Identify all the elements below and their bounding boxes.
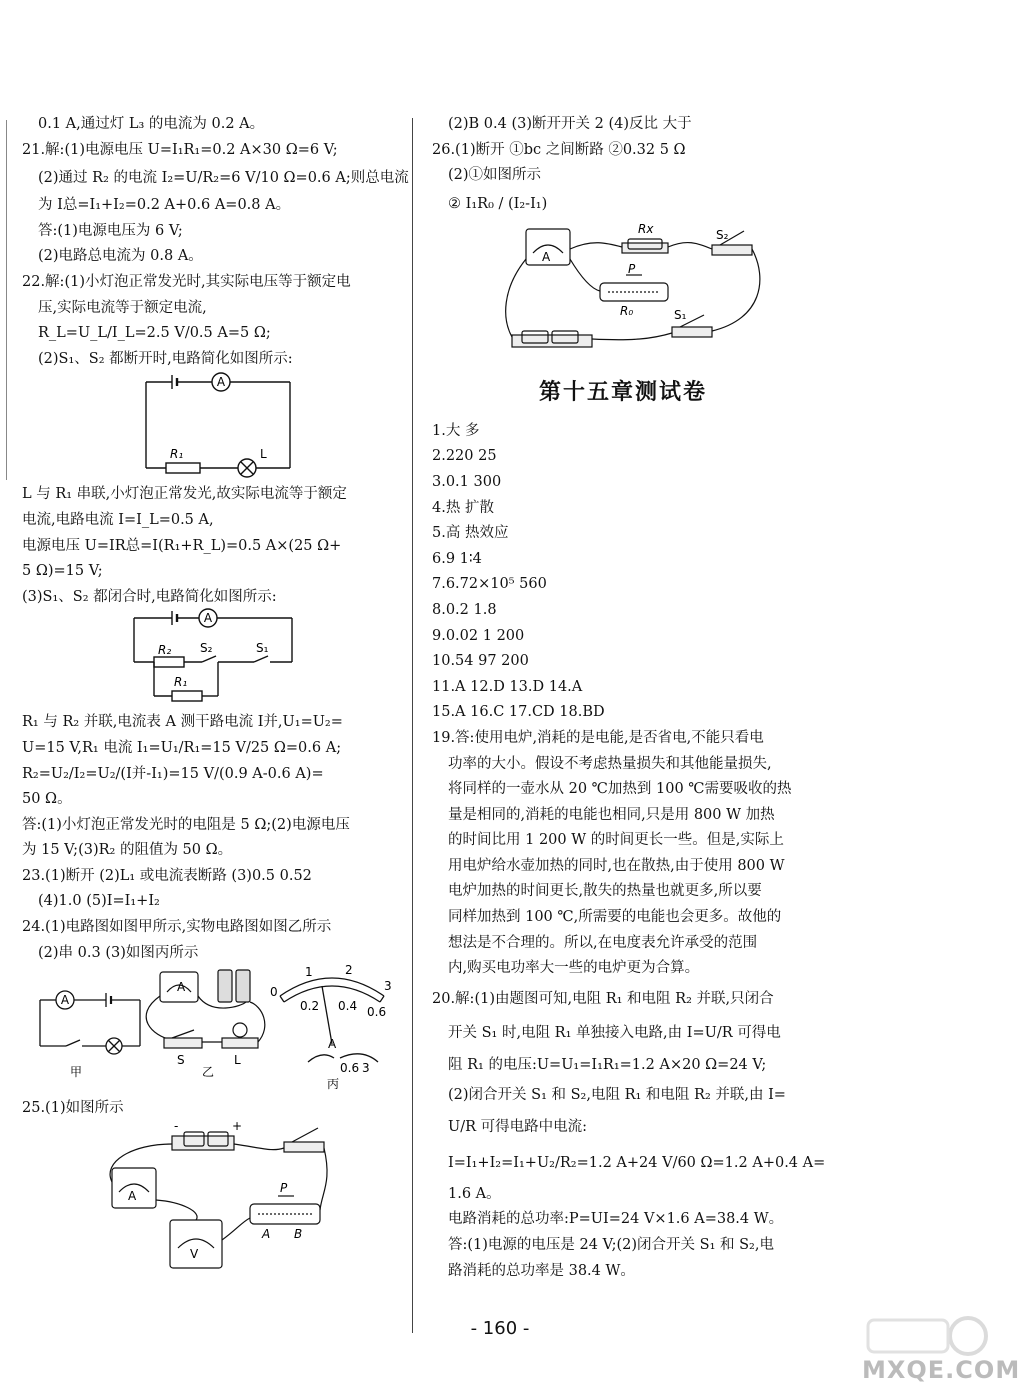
answer-line: 10.54 97 200 xyxy=(432,653,529,670)
figure-26-circuit xyxy=(432,219,814,369)
text-line: 答:(1)小灯泡正常发光时的电阻是 5 Ω;(2)电源电压 xyxy=(22,816,350,833)
answer-line: 7.6.72×10⁵ 560 xyxy=(432,576,547,593)
circuit-diagram-series xyxy=(22,372,400,482)
answer-line: 内,购买电功率大一些的电炉更为合算。 xyxy=(448,960,700,977)
slider-p-label: P xyxy=(280,1180,288,1195)
battery-minus-label: - xyxy=(174,1118,179,1133)
scale-label: 0.4 xyxy=(338,999,358,1014)
text-line: (4)1.0 (5)I=I₁+I₂ xyxy=(38,893,160,910)
answer-line: I=I₁+I₂=I₁+U₂/R₂=1.2 A+24 V/60 Ω=1.2 A+0.4 A= xyxy=(448,1154,826,1171)
text-line: 23.(1)断开 (2)L₁ 或电流表断路 (3)0.5 0.52 xyxy=(22,867,312,884)
switch-s2-label: S₂ xyxy=(716,227,729,242)
text-line: 答:(1)电源电压为 6 V; xyxy=(38,222,183,239)
answer-line: 2.220 25 xyxy=(432,448,497,465)
ammeter-label: A xyxy=(203,611,213,626)
switch-s1-label: S₁ xyxy=(256,641,269,656)
answer-line: 想法是不合理的。所以,在电度表允许承受的范围 xyxy=(448,934,758,951)
answer-line: 答:(1)电源的电压是 24 V;(2)闭合开关 S₁ 和 S₂,电 xyxy=(448,1237,774,1254)
scale-label: 0.2 xyxy=(300,999,320,1014)
terminal-a-label: A xyxy=(262,1226,271,1241)
left-column xyxy=(22,112,409,1282)
answer-line: 9.0.02 1 200 xyxy=(432,627,525,644)
text-line: R₁ 与 R₂ 并联,电流表 A 测干路电流 I并,U₁=U₂= xyxy=(22,714,343,731)
text-line: 50 Ω。 xyxy=(22,791,72,808)
fig-jia-caption: 甲 xyxy=(70,1065,83,1080)
text-line: R_L=U_L/I_L=2.5 V/0.5 A=5 Ω; xyxy=(38,325,271,342)
text-line: (3)S₁、S₂ 都闭合时,电路简化如图所示: xyxy=(22,588,277,605)
real-switch-label: S xyxy=(177,1053,185,1068)
text-line: L 与 R₁ 串联,小灯泡正常发光,故实际电流等于额定 xyxy=(22,486,347,503)
answer-line: 电炉加热的时间更长,散失的热量也就更多,所以要 xyxy=(448,883,762,900)
answer-line: 同样加热到 100 ℃,所需要的电能也会更多。故他的 xyxy=(448,909,782,926)
text-line: 24.(1)电路图如图甲所示,实物电路图如图乙所示 xyxy=(22,919,332,936)
scale-label: 0.6 xyxy=(367,1005,387,1020)
answer-line: 的时间比用 1 200 W 的时间更长一些。但是,实际上 xyxy=(448,832,784,849)
watermark-text: MXQE.COM xyxy=(862,1356,1020,1384)
answer-line: 11.A 12.D 13.D 14.A xyxy=(432,678,583,695)
answer-line: 15.A 16.C 17.CD 18.BD xyxy=(432,704,605,721)
real-ammeter-label: A xyxy=(177,980,186,995)
schematic-ammeter-label: A xyxy=(60,993,70,1008)
ammeter-label: A xyxy=(216,375,226,390)
terminal-label: 0.6 xyxy=(340,1061,360,1076)
voltmeter-label: V xyxy=(190,1246,199,1261)
text-line: 26.(1)断开 ①bc 之间断路 ②0.32 5 Ω xyxy=(432,141,686,158)
right-column xyxy=(432,112,826,1284)
text-line: R₂=U₂/I₂=U₂/(I并-I₁)=15 V/(0.9 A-0.6 A)= xyxy=(22,765,324,782)
answer-line: 20.解:(1)由题图可知,电阻 R₁ 和电阻 R₂ 并联,只闭合 xyxy=(432,990,774,1007)
slider-p-label: P xyxy=(628,261,636,276)
answer-line: U/R 可得电路中电流: xyxy=(448,1118,588,1135)
text-line: 电源电压 U=IR总=I(R₁+R_L)=0.5 A×(25 Ω+ xyxy=(22,537,342,554)
terminal-label: 3 xyxy=(362,1061,370,1076)
text-line: 25.(1)如图所示 xyxy=(22,1100,124,1117)
real-lamp-label: L xyxy=(234,1053,241,1068)
answer-line: 功率的大小。假设不考虑热量损失和其他能量损失, xyxy=(448,755,772,772)
answer-line: 用电炉给水壶加热的同时,也在散热,由于使用 800 W xyxy=(448,857,785,874)
figure-24-circuits xyxy=(22,963,400,1096)
resistor-rx-label: Rx xyxy=(638,221,654,236)
text-line: 0.1 A,通过灯 L₃ 的电流为 0.2 A。 xyxy=(38,116,265,132)
scale-label: 2 xyxy=(345,963,353,978)
figure-25-circuit xyxy=(22,1118,400,1282)
text-line: 电流,电路电流 I=I_L=0.5 A, xyxy=(22,511,214,528)
text-line: 22.解:(1)小灯泡正常发光时,其实际电压等于额定电 xyxy=(22,273,351,290)
text-line: 21.解:(1)电源电压 U=I₁R₁=0.2 A×30 Ω=6 V; xyxy=(22,141,338,158)
answer-line: 1.6 A。 xyxy=(448,1185,501,1202)
circuit-diagram-parallel xyxy=(22,610,400,710)
resistor-r2-label: R₂ xyxy=(158,643,172,658)
switch-s2-label: S₂ xyxy=(200,641,213,656)
text-line: (2)串 0.3 (3)如图丙所示 xyxy=(38,944,199,961)
terminal-b-label: B xyxy=(294,1226,303,1241)
switch-s1-label: S₁ xyxy=(674,307,687,322)
answer-line: 量是相同的,消耗的电能也相同,只是用 800 W 加热 xyxy=(448,806,775,823)
page-number: - 160 - xyxy=(470,1318,530,1339)
column-divider xyxy=(412,118,413,1333)
text-line: U=15 V,R₁ 电流 I₁=U₁/R₁=15 V/25 Ω=0.6 A; xyxy=(22,739,342,756)
meter-ammeter-label: A xyxy=(328,1037,337,1052)
text-line: (2)①如图所示 xyxy=(448,167,542,184)
lamp-label: L xyxy=(260,447,267,462)
answer-line: 5.高 热效应 xyxy=(432,525,509,542)
answer-line: 路消耗的总功率是 38.4 W。 xyxy=(448,1262,635,1279)
text-line: (2)电路总电流为 0.8 A。 xyxy=(38,248,203,265)
chapter-heading: 第十五章测试卷 xyxy=(538,379,707,405)
ammeter-label: A xyxy=(542,249,551,264)
answer-line: 电路消耗的总功率:P=UI=24 V×1.6 A=38.4 W。 xyxy=(448,1211,784,1228)
ammeter-label: A xyxy=(128,1188,137,1203)
scale-label: 3 xyxy=(384,979,392,994)
text-line: (2)B 0.4 (3)断开开关 2 (4)反比 大于 xyxy=(448,116,692,132)
fig-yi-caption: 乙 xyxy=(202,1065,215,1080)
scale-label: 1 xyxy=(305,965,313,980)
answer-line: 19.答:使用电炉,消耗的是电能,是否省电,不能只看电 xyxy=(432,729,764,746)
text-line: 为 15 V;(3)R₂ 的阻值为 50 Ω。 xyxy=(22,842,233,859)
answer-line: 4.热 扩散 xyxy=(432,499,494,516)
text-line: (2)通过 R₂ 的电流 I₂=U/R₂=6 V/10 Ω=0.6 A;则总电流 xyxy=(38,170,409,187)
resistor-r1-label: R₁ xyxy=(174,675,188,690)
answer-line: 1.大 多 xyxy=(432,422,480,439)
answer-line: 6.9 1∶4 xyxy=(432,550,482,567)
resistor-label: R₁ xyxy=(170,447,184,462)
battery-plus-label: + xyxy=(232,1118,243,1133)
margin-mark xyxy=(6,120,7,480)
answer-line: 阻 R₁ 的电压:U=U₁=I₁R₁=1.2 A×20 Ω=24 V; xyxy=(448,1056,767,1073)
text-line: 5 Ω)=15 V; xyxy=(22,563,103,580)
text-line: 压,实际电流等于额定电流, xyxy=(38,299,207,316)
resistor-r0-label: R₀ xyxy=(620,303,634,318)
formula-line: ② I₁R₀ / (I₂-I₁) xyxy=(448,195,548,212)
answer-line: 将同样的一壶水从 20 ℃加热到 100 ℃需要吸收的热 xyxy=(448,781,792,798)
answer-line: 开关 S₁ 时,电阻 R₁ 单独接入电路,由 I=U/R 可得电 xyxy=(448,1024,781,1041)
answer-line: (2)闭合开关 S₁ 和 S₂,电阻 R₁ 和电阻 R₂ 并联,由 I= xyxy=(448,1086,786,1103)
text-line: 为 I总=I₁+I₂=0.2 A+0.6 A=0.8 A。 xyxy=(38,197,291,214)
fig-bing-caption: 丙 xyxy=(327,1077,340,1092)
text-line: (2)S₁、S₂ 都断开时,电路简化如图所示: xyxy=(38,350,293,367)
scale-label: 0 xyxy=(270,985,278,1000)
answer-line: 8.0.2 1.8 xyxy=(432,601,497,618)
answer-line: 3.0.1 300 xyxy=(432,473,502,490)
